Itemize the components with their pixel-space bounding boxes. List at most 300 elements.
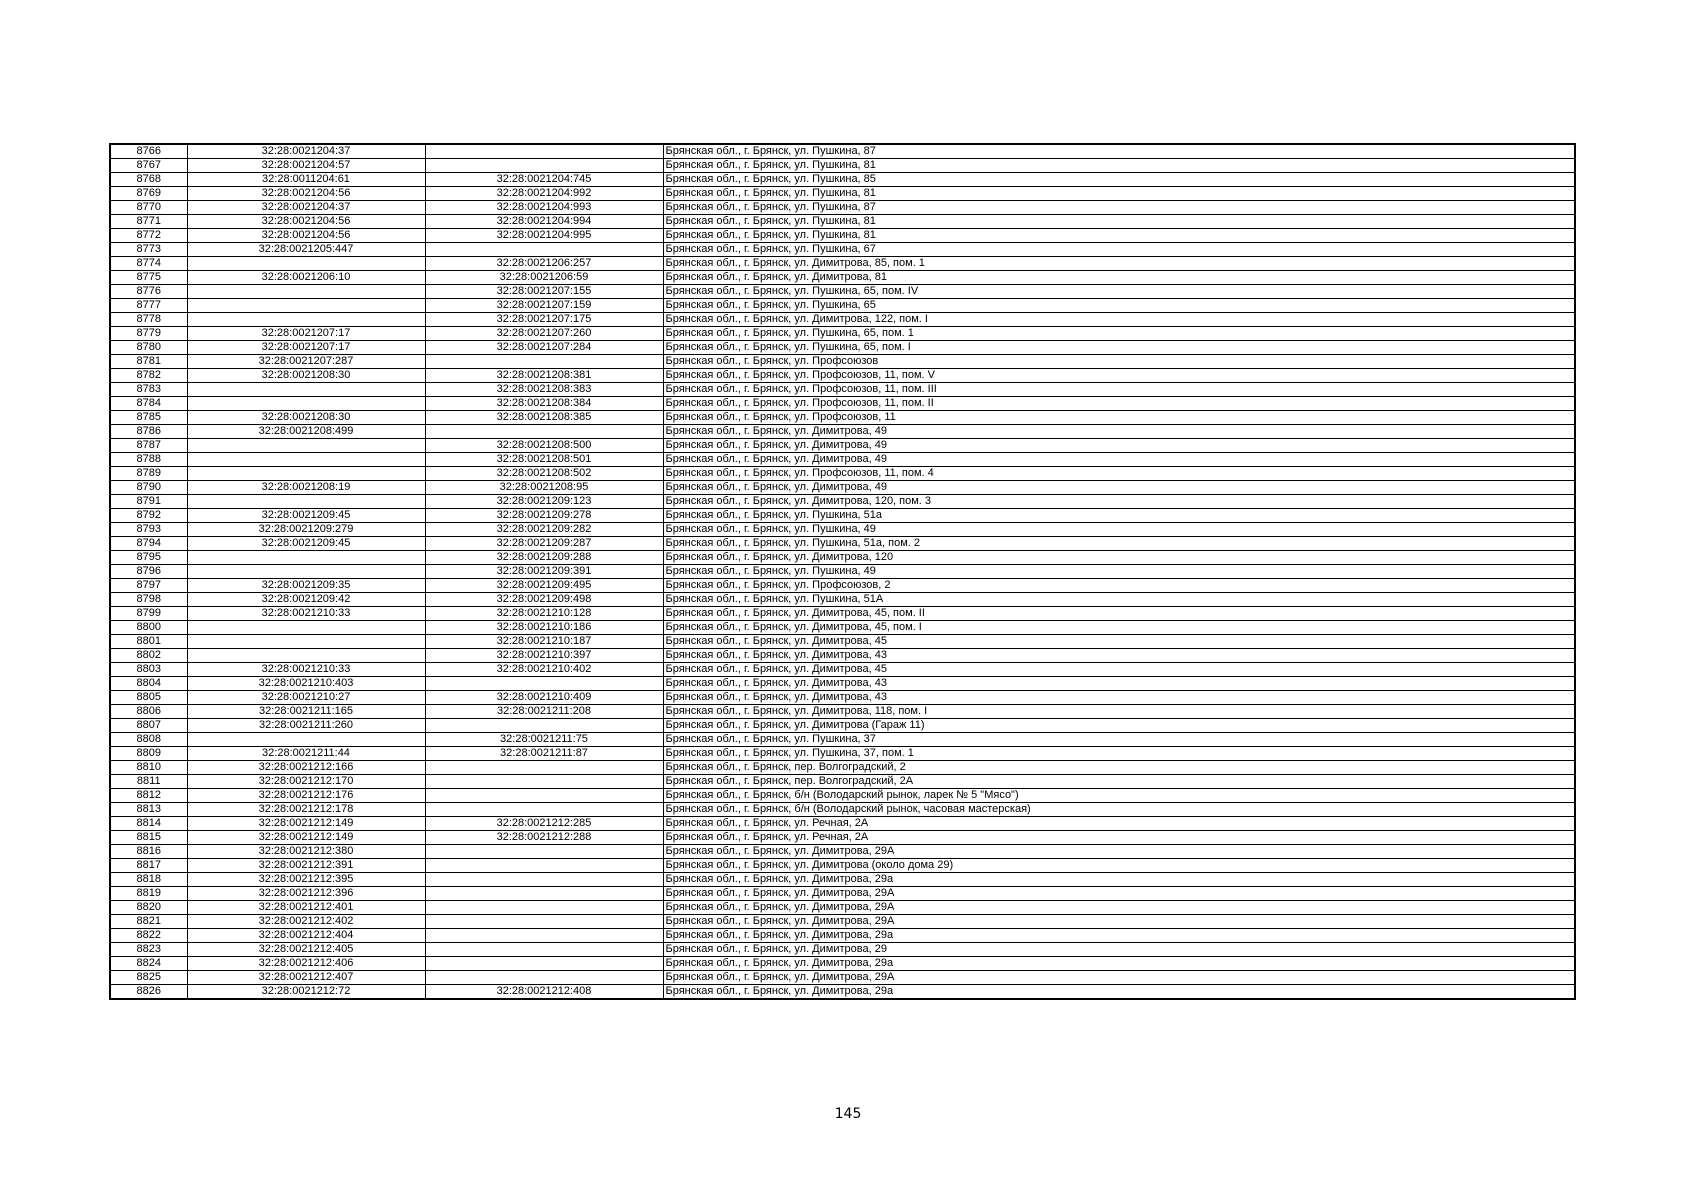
land-cadastral-number-cell: 32:28:0021209:279 [187,523,425,537]
table-row [110,831,1575,845]
land-cadastral-number-cell: 32:28:0021209:42 [187,593,425,607]
object-cadastral-number-cell: 32:28:0021206:257 [425,257,663,271]
address-cell: Брянская обл., г. Брянск, ул. Пушкина, 87 [663,144,1575,159]
object-cadastral-number-cell [425,929,663,943]
object-cadastral-number-cell: 32:28:0021211:208 [425,705,663,719]
row-number-cell: 8783 [110,383,187,397]
object-cadastral-number-cell: 32:28:0021208:385 [425,411,663,425]
object-cadastral-number-cell [425,761,663,775]
address-cell: Брянская обл., г. Брянск, ул. Димитрова, 120, пом. 3 [663,495,1575,509]
land-cadastral-number-cell [187,565,425,579]
land-cadastral-number-cell [187,285,425,299]
land-cadastral-number-cell [187,635,425,649]
address-cell: Брянская обл., г. Брянск, ул. Пушкина, 81 [663,159,1575,173]
row-number-cell: 8768 [110,173,187,187]
address-cell: Брянская обл., г. Брянск, ул. Пушкина, 65, пом. I [663,341,1575,355]
row-number-cell: 8812 [110,789,187,803]
land-cadastral-number-cell [187,439,425,453]
row-number-cell: 8793 [110,523,187,537]
land-cadastral-number-cell: 32:28:0021211:260 [187,719,425,733]
table-row [110,719,1575,733]
land-cadastral-number-cell [187,467,425,481]
table-row [110,495,1575,509]
table-row [110,425,1575,439]
address-cell: Брянская обл., г. Брянск, ул. Пушкина, 37, пом. 1 [663,747,1575,761]
object-cadastral-number-cell: 32:28:0021208:384 [425,397,663,411]
address-cell: Брянская обл., г. Брянск, ул. Димитрова, 85, пом. 1 [663,257,1575,271]
land-cadastral-number-cell: 32:28:0021210:33 [187,663,425,677]
land-cadastral-number-cell: 32:28:0021212:396 [187,887,425,901]
row-number-cell: 8771 [110,215,187,229]
object-cadastral-number-cell [425,159,663,173]
table-row [110,803,1575,817]
table-row [110,565,1575,579]
row-number-cell: 8823 [110,943,187,957]
row-number-cell: 8811 [110,775,187,789]
land-cadastral-number-cell: 32:28:0021212:405 [187,943,425,957]
row-number-cell: 8774 [110,257,187,271]
object-cadastral-number-cell: 32:28:0021208:95 [425,481,663,495]
row-number-cell: 8822 [110,929,187,943]
object-cadastral-number-cell: 32:28:0021210:402 [425,663,663,677]
land-cadastral-number-cell [187,453,425,467]
address-cell: Брянская обл., г. Брянск, ул. Димитрова, 49 [663,439,1575,453]
address-cell: Брянская обл., г. Брянск, ул. Профсоюзов [663,355,1575,369]
table-row [110,285,1575,299]
land-cadastral-number-cell: 32:28:0021212:72 [187,985,425,1000]
table-row [110,551,1575,565]
row-number-cell: 8799 [110,607,187,621]
object-cadastral-number-cell: 32:28:0021209:287 [425,537,663,551]
address-cell: Брянская обл., г. Брянск, ул. Пушкина, 67 [663,243,1575,257]
land-cadastral-number-cell: 32:28:0021207:287 [187,355,425,369]
table-row [110,607,1575,621]
table-row [110,215,1575,229]
page-number: 145 [834,1106,862,1122]
land-cadastral-number-cell [187,649,425,663]
table-row [110,453,1575,467]
object-cadastral-number-cell [425,355,663,369]
address-cell: Брянская обл., г. Брянск, б/н (Володарский рынок, часовая мастерская) [663,803,1575,817]
row-number-cell: 8809 [110,747,187,761]
table-row [110,761,1575,775]
object-cadastral-number-cell: 32:28:0021204:993 [425,201,663,215]
land-cadastral-number-cell [187,397,425,411]
address-cell: Брянская обл., г. Брянск, ул. Пушкина, 49 [663,523,1575,537]
object-cadastral-number-cell: 32:28:0021212:408 [425,985,663,1000]
land-cadastral-number-cell: 32:28:0021212:166 [187,761,425,775]
address-cell: Брянская обл., г. Брянск, б/н (Володарский рынок, ларек № 5 "Мясо") [663,789,1575,803]
object-cadastral-number-cell: 32:28:0021207:155 [425,285,663,299]
land-cadastral-number-cell: 32:28:0021212:178 [187,803,425,817]
row-number-cell: 8821 [110,915,187,929]
table-row [110,817,1575,831]
address-cell: Брянская обл., г. Брянск, ул. Пушкина, 65, пом. 1 [663,327,1575,341]
address-cell: Брянская обл., г. Брянск, ул. Димитрова, 43 [663,691,1575,705]
row-number-cell: 8789 [110,467,187,481]
address-cell: Брянская обл., г. Брянск, ул. Димитрова, 29А [663,901,1575,915]
land-cadastral-number-cell: 32:28:0021211:165 [187,705,425,719]
table-row [110,523,1575,537]
address-cell: Брянская обл., г. Брянск, ул. Димитрова, 29а [663,873,1575,887]
address-cell: Брянская обл., г. Брянск, ул. Профсоюзов, 11, пом. 4 [663,467,1575,481]
land-cadastral-number-cell: 32:28:0021207:17 [187,327,425,341]
address-cell: Брянская обл., г. Брянск, ул. Профсоюзов, 11, пом. III [663,383,1575,397]
row-number-cell: 8802 [110,649,187,663]
object-cadastral-number-cell: 32:28:0021208:501 [425,453,663,467]
object-cadastral-number-cell: 32:28:0021208:502 [425,467,663,481]
land-cadastral-number-cell: 32:28:0021204:37 [187,201,425,215]
row-number-cell: 8826 [110,985,187,1000]
row-number-cell: 8786 [110,425,187,439]
object-cadastral-number-cell: 32:28:0021209:123 [425,495,663,509]
table-row [110,201,1575,215]
address-cell: Брянская обл., г. Брянск, ул. Пушкина, 85 [663,173,1575,187]
address-cell: Брянская обл., г. Брянск, ул. Пушкина, 37 [663,733,1575,747]
table-row [110,915,1575,929]
address-cell: Брянская обл., г. Брянск, ул. Пушкина, 81 [663,229,1575,243]
table-row [110,327,1575,341]
address-cell: Брянская обл., г. Брянск, ул. Речная, 2А [663,831,1575,845]
table-row [110,971,1575,985]
object-cadastral-number-cell [425,243,663,257]
row-number-cell: 8803 [110,663,187,677]
address-cell: Брянская обл., г. Брянск, ул. Димитрова, 29А [663,915,1575,929]
row-number-cell: 8790 [110,481,187,495]
object-cadastral-number-cell [425,887,663,901]
address-cell: Брянская обл., г. Брянск, ул. Димитрова, 45 [663,635,1575,649]
land-cadastral-number-cell [187,551,425,565]
table-row [110,369,1575,383]
object-cadastral-number-cell [425,915,663,929]
row-number-cell: 8804 [110,677,187,691]
row-number-cell: 8819 [110,887,187,901]
land-cadastral-number-cell: 32:28:0021204:37 [187,144,425,159]
row-number-cell: 8770 [110,201,187,215]
address-cell: Брянская обл., г. Брянск, ул. Димитрова, 45 [663,663,1575,677]
row-number-cell: 8813 [110,803,187,817]
land-cadastral-number-cell: 32:28:0021212:380 [187,845,425,859]
land-cadastral-number-cell: 32:28:0021204:56 [187,187,425,201]
address-cell: Брянская обл., г. Брянск, ул. Профсоюзов, 11 [663,411,1575,425]
table-row [110,144,1575,159]
object-cadastral-number-cell: 32:28:0021206:59 [425,271,663,285]
object-cadastral-number-cell: 32:28:0021207:260 [425,327,663,341]
table-row [110,341,1575,355]
object-cadastral-number-cell [425,971,663,985]
object-cadastral-number-cell [425,425,663,439]
address-cell: Брянская обл., г. Брянск, ул. Пушкина, 51а, пом. 2 [663,537,1575,551]
address-cell: Брянская обл., г. Брянск, ул. Димитрова, 49 [663,481,1575,495]
object-cadastral-number-cell: 32:28:0021207:159 [425,299,663,313]
land-cadastral-number-cell: 32:28:0021209:35 [187,579,425,593]
table-row [110,649,1575,663]
table-row [110,439,1575,453]
table-row [110,509,1575,523]
row-number-cell: 8814 [110,817,187,831]
table-row [110,271,1575,285]
table-row [110,299,1575,313]
row-number-cell: 8778 [110,313,187,327]
land-cadastral-number-cell: 32:28:0021210:33 [187,607,425,621]
land-cadastral-number-cell [187,257,425,271]
land-cadastral-number-cell [187,299,425,313]
table-row [110,467,1575,481]
object-cadastral-number-cell [425,775,663,789]
land-cadastral-number-cell [187,495,425,509]
address-cell: Брянская обл., г. Брянск, ул. Димитрова, 29а [663,957,1575,971]
address-cell: Брянская обл., г. Брянск, ул. Пушкина, 51а [663,509,1575,523]
row-number-cell: 8806 [110,705,187,719]
row-number-cell: 8808 [110,733,187,747]
table-row [110,845,1575,859]
table-row [110,187,1575,201]
object-cadastral-number-cell [425,845,663,859]
table-row [110,313,1575,327]
object-cadastral-number-cell: 32:28:0021209:498 [425,593,663,607]
address-cell: Брянская обл., г. Брянск, ул. Димитрова, 118, пом. I [663,705,1575,719]
table-row [110,579,1575,593]
table-row [110,929,1575,943]
address-cell: Брянская обл., г. Брянск, ул. Димитрова, 29А [663,971,1575,985]
row-number-cell: 8767 [110,159,187,173]
row-number-cell: 8796 [110,565,187,579]
table-row [110,705,1575,719]
row-number-cell: 8781 [110,355,187,369]
object-cadastral-number-cell [425,859,663,873]
row-number-cell: 8795 [110,551,187,565]
object-cadastral-number-cell [425,677,663,691]
row-number-cell: 8792 [110,509,187,523]
land-cadastral-number-cell [187,313,425,327]
address-cell: Брянская обл., г. Брянск, ул. Димитрова (Гараж 11) [663,719,1575,733]
address-cell: Брянская обл., г. Брянск, ул. Пушкина, 49 [663,565,1575,579]
object-cadastral-number-cell: 32:28:0021210:409 [425,691,663,705]
registry-table-body [110,144,1575,999]
table-row [110,229,1575,243]
address-cell: Брянская обл., г. Брянск, ул. Димитрова, 43 [663,649,1575,663]
table-row [110,775,1575,789]
table-row [110,859,1575,873]
row-number-cell: 8787 [110,439,187,453]
address-cell: Брянская обл., г. Брянск, ул. Димитрова, 49 [663,453,1575,467]
address-cell: Брянская обл., г. Брянск, ул. Димитрова (около дома 29) [663,859,1575,873]
address-cell: Брянская обл., г. Брянск, ул. Пушкина, 65, пом. IV [663,285,1575,299]
address-cell: Брянская обл., г. Брянск, ул. Профсоюзов, 2 [663,579,1575,593]
address-cell: Брянская обл., г. Брянск, ул. Димитрова, 49 [663,425,1575,439]
land-cadastral-number-cell: 32:28:0011204:61 [187,173,425,187]
land-cadastral-number-cell: 32:28:0021211:44 [187,747,425,761]
address-cell: Брянская обл., г. Брянск, ул. Димитрова, 43 [663,677,1575,691]
land-cadastral-number-cell: 32:28:0021205:447 [187,243,425,257]
table-row [110,789,1575,803]
table-row [110,257,1575,271]
table-row [110,537,1575,551]
row-number-cell: 8805 [110,691,187,705]
land-cadastral-number-cell: 32:28:0021212:170 [187,775,425,789]
address-cell: Брянская обл., г. Брянск, ул. Речная, 2А [663,817,1575,831]
row-number-cell: 8766 [110,144,187,159]
address-cell: Брянская обл., г. Брянск, ул. Димитрова, 29а [663,985,1575,1000]
table-row [110,621,1575,635]
row-number-cell: 8776 [110,285,187,299]
land-cadastral-number-cell: 32:28:0021207:17 [187,341,425,355]
row-number-cell: 8775 [110,271,187,285]
land-cadastral-number-cell: 32:28:0021204:56 [187,215,425,229]
address-cell: Брянская обл., г. Брянск, ул. Пушкина, 81 [663,187,1575,201]
row-number-cell: 8807 [110,719,187,733]
object-cadastral-number-cell: 32:28:0021209:495 [425,579,663,593]
row-number-cell: 8777 [110,299,187,313]
land-cadastral-number-cell: 32:28:0021204:57 [187,159,425,173]
table-row [110,873,1575,887]
table-row [110,887,1575,901]
object-cadastral-number-cell: 32:28:0021212:285 [425,817,663,831]
table-row [110,957,1575,971]
land-cadastral-number-cell: 32:28:0021210:403 [187,677,425,691]
object-cadastral-number-cell: 32:28:0021208:381 [425,369,663,383]
table-row [110,677,1575,691]
table-row [110,397,1575,411]
table-row [110,691,1575,705]
land-cadastral-number-cell: 32:28:0021212:401 [187,901,425,915]
row-number-cell: 8782 [110,369,187,383]
table-row [110,943,1575,957]
row-number-cell: 8801 [110,635,187,649]
land-cadastral-number-cell: 32:28:0021212:395 [187,873,425,887]
object-cadastral-number-cell: 32:28:0021210:128 [425,607,663,621]
object-cadastral-number-cell [425,943,663,957]
row-number-cell: 8773 [110,243,187,257]
object-cadastral-number-cell: 32:28:0021204:745 [425,173,663,187]
object-cadastral-number-cell: 32:28:0021204:994 [425,215,663,229]
row-number-cell: 8791 [110,495,187,509]
address-cell: Брянская обл., г. Брянск, ул. Димитрова, 45, пом. II [663,607,1575,621]
table-row [110,355,1575,369]
object-cadastral-number-cell: 32:28:0021208:383 [425,383,663,397]
land-cadastral-number-cell [187,621,425,635]
table-row [110,593,1575,607]
object-cadastral-number-cell [425,803,663,817]
land-cadastral-number-cell: 32:28:0021209:45 [187,537,425,551]
object-cadastral-number-cell: 32:28:0021210:187 [425,635,663,649]
row-number-cell: 8788 [110,453,187,467]
land-cadastral-number-cell: 32:28:0021212:404 [187,929,425,943]
land-cadastral-number-cell: 32:28:0021212:149 [187,817,425,831]
row-number-cell: 8798 [110,593,187,607]
table-row [110,747,1575,761]
object-cadastral-number-cell: 32:28:0021207:175 [425,313,663,327]
object-cadastral-number-cell: 32:28:0021210:186 [425,621,663,635]
row-number-cell: 8784 [110,397,187,411]
registry-table [109,143,1576,1000]
row-number-cell: 8785 [110,411,187,425]
land-cadastral-number-cell: 32:28:0021210:27 [187,691,425,705]
land-cadastral-number-cell: 32:28:0021212:402 [187,915,425,929]
row-number-cell: 8780 [110,341,187,355]
row-number-cell: 8797 [110,579,187,593]
object-cadastral-number-cell: 32:28:0021209:282 [425,523,663,537]
land-cadastral-number-cell: 32:28:0021212:407 [187,971,425,985]
table-row [110,635,1575,649]
table-row [110,173,1575,187]
address-cell: Брянская обл., г. Брянск, ул. Пушкина, 81 [663,215,1575,229]
table-row [110,985,1575,1000]
object-cadastral-number-cell: 32:28:0021209:278 [425,509,663,523]
row-number-cell: 8794 [110,537,187,551]
row-number-cell: 8800 [110,621,187,635]
row-number-cell: 8816 [110,845,187,859]
address-cell: Брянская обл., г. Брянск, ул. Димитрова, 122, пом. I [663,313,1575,327]
object-cadastral-number-cell: 32:28:0021204:992 [425,187,663,201]
land-cadastral-number-cell [187,383,425,397]
table-row [110,663,1575,677]
address-cell: Брянская обл., г. Брянск, ул. Профсоюзов, 11, пом. II [663,397,1575,411]
object-cadastral-number-cell: 32:28:0021208:500 [425,439,663,453]
row-number-cell: 8769 [110,187,187,201]
row-number-cell: 8772 [110,229,187,243]
row-number-cell: 8818 [110,873,187,887]
row-number-cell: 8779 [110,327,187,341]
address-cell: Брянская обл., г. Брянск, ул. Димитрова, 81 [663,271,1575,285]
land-cadastral-number-cell: 32:28:0021209:45 [187,509,425,523]
object-cadastral-number-cell [425,901,663,915]
land-cadastral-number-cell: 32:28:0021208:30 [187,369,425,383]
address-cell: Брянская обл., г. Брянск, пер. Волгоградский, 2 [663,761,1575,775]
table-row [110,243,1575,257]
address-cell: Брянская обл., г. Брянск, ул. Пушкина, 87 [663,201,1575,215]
object-cadastral-number-cell: 32:28:0021209:391 [425,565,663,579]
address-cell: Брянская обл., г. Брянск, ул. Димитрова, 29А [663,845,1575,859]
object-cadastral-number-cell [425,873,663,887]
address-cell: Брянская обл., г. Брянск, ул. Димитрова, 120 [663,551,1575,565]
land-cadastral-number-cell: 32:28:0021208:30 [187,411,425,425]
object-cadastral-number-cell [425,789,663,803]
land-cadastral-number-cell: 32:28:0021212:149 [187,831,425,845]
object-cadastral-number-cell: 32:28:0021211:87 [425,747,663,761]
address-cell: Брянская обл., г. Брянск, пер. Волгоградский, 2А [663,775,1575,789]
address-cell: Брянская обл., г. Брянск, ул. Димитрова, 29 [663,943,1575,957]
object-cadastral-number-cell: 32:28:0021207:284 [425,341,663,355]
table-row [110,383,1575,397]
address-cell: Брянская обл., г. Брянск, ул. Димитрова, 29а [663,929,1575,943]
table-row [110,411,1575,425]
land-cadastral-number-cell: 32:28:0021212:406 [187,957,425,971]
object-cadastral-number-cell: 32:28:0021204:995 [425,229,663,243]
address-cell: Брянская обл., г. Брянск, ул. Пушкина, 65 [663,299,1575,313]
object-cadastral-number-cell [425,144,663,159]
land-cadastral-number-cell: 32:28:0021208:19 [187,481,425,495]
object-cadastral-number-cell: 32:28:0021212:288 [425,831,663,845]
address-cell: Брянская обл., г. Брянск, ул. Димитрова, 45, пом. I [663,621,1575,635]
object-cadastral-number-cell [425,719,663,733]
address-cell: Брянская обл., г. Брянск, ул. Профсоюзов, 11, пом. V [663,369,1575,383]
address-cell: Брянская обл., г. Брянск, ул. Пушкина, 51А [663,593,1575,607]
object-cadastral-number-cell: 32:28:0021211:75 [425,733,663,747]
land-cadastral-number-cell [187,733,425,747]
land-cadastral-number-cell: 32:28:0021212:176 [187,789,425,803]
table-row [110,481,1575,495]
table-row [110,159,1575,173]
land-cadastral-number-cell: 32:28:0021212:391 [187,859,425,873]
land-cadastral-number-cell: 32:28:0021204:56 [187,229,425,243]
object-cadastral-number-cell: 32:28:0021209:288 [425,551,663,565]
object-cadastral-number-cell [425,957,663,971]
row-number-cell: 8815 [110,831,187,845]
row-number-cell: 8820 [110,901,187,915]
row-number-cell: 8824 [110,957,187,971]
table-row [110,901,1575,915]
